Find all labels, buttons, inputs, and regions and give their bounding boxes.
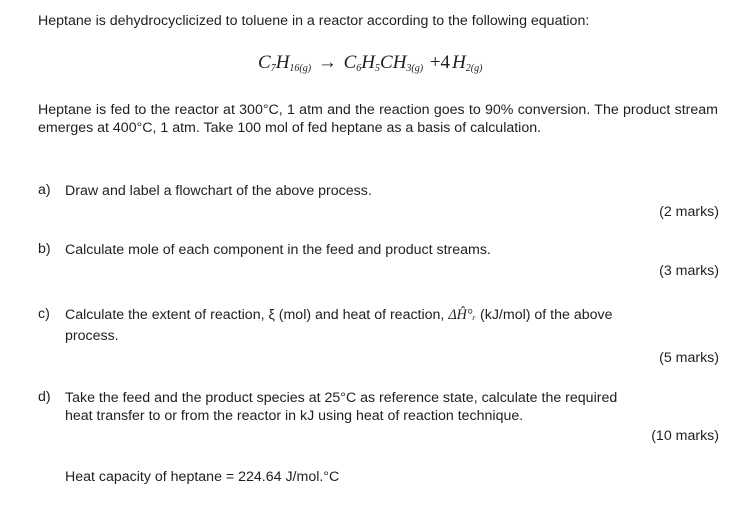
question-d-line1: Take the feed and the product species at 25°C as reference state, calculate the required	[65, 390, 618, 406]
question-d-line2: heat transfer to or from the reactor in kJ using heat of reaction technique.	[65, 408, 524, 424]
heat-of-reaction-symbol: ΔĤ°ᵣ	[448, 307, 477, 323]
eq-arrow: →	[317, 52, 337, 73]
eq-subscript: 7	[270, 63, 276, 74]
eq-subscript: 6	[356, 63, 362, 74]
reaction-equation	[258, 52, 482, 74]
question-b-marks: (3 marks)	[659, 263, 719, 279]
question-c-line1	[65, 306, 613, 325]
question-a-marks: (2 marks)	[659, 204, 719, 220]
question-c-marks: (5 marks)	[659, 350, 719, 366]
question-d-label: d)	[38, 389, 51, 405]
question-c-label: c)	[38, 306, 50, 322]
heat-capacity-note: Heat capacity of heptane = 224.64 J/mol.°C	[65, 469, 340, 485]
question-a-text: Draw and label a flowchart of the above process.	[65, 183, 372, 199]
question-c-text-a: Calculate the extent of reaction, ξ (mol) and heat of reaction,	[65, 307, 449, 323]
eq-term: H	[361, 52, 376, 73]
eq-subscript: 5	[375, 63, 381, 74]
eq-term: H	[452, 52, 466, 73]
eq-subscript: 3(g)	[406, 63, 424, 74]
question-c-text-b: (kJ/mol) of the above	[476, 307, 613, 323]
question-b-label: b)	[38, 241, 51, 257]
eq-term: CH	[380, 52, 407, 73]
question-a-label: a)	[38, 182, 51, 198]
eq-subscript: 16(g)	[289, 63, 312, 74]
eq-term: C	[343, 52, 357, 73]
question-c-line2: process.	[65, 328, 119, 344]
eq-plus: +4	[429, 52, 451, 73]
eq-subscript: 2(g)	[465, 63, 483, 74]
eq-term: C	[258, 52, 271, 73]
intro-text: Heptane is dehydrocyclicized to toluene in a reactor according to the following equation:	[38, 13, 590, 29]
question-b-text: Calculate mole of each component in the feed and product streams.	[65, 242, 491, 258]
problem-paragraph: Heptane is fed to the reactor at 300°C, 1 atm and the reaction goes to 90% conversion. The product stream emerges at 400°C, 1 atm. Take 100 mol of fed heptane as a basis of calculation.	[38, 102, 718, 136]
question-d-marks: (10 marks)	[651, 428, 719, 444]
eq-term: H	[275, 52, 290, 73]
